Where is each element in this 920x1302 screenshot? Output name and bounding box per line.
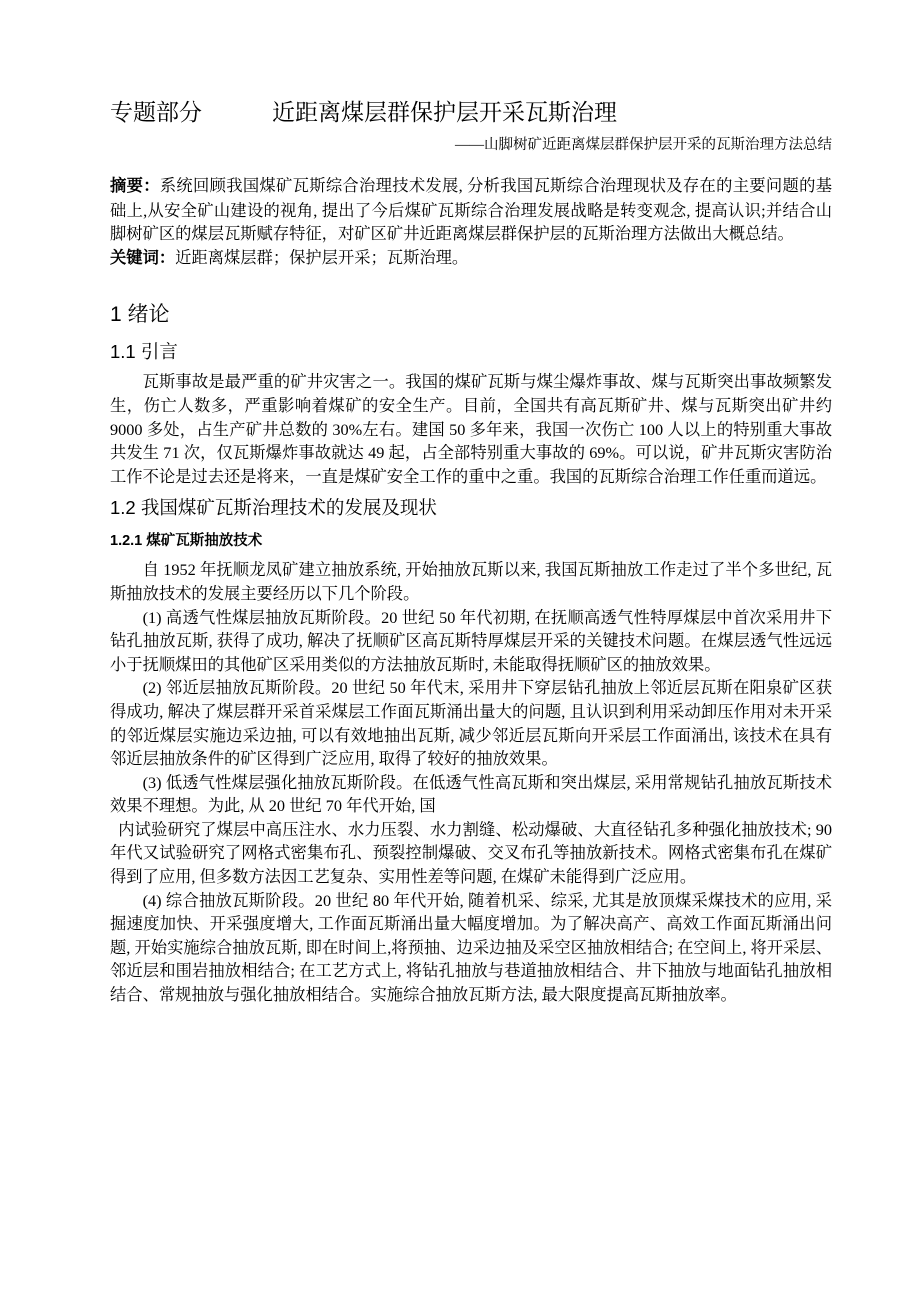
drainage-intro-paragraph: 自 1952 年抚顺龙凤矿建立抽放系统, 开始抽放瓦斯以来, 我国瓦斯抽放工作走过了半个多世纪, 瓦斯抽放技术的发展主要经历以下几个阶段。 [110, 560, 832, 603]
stage-4-paragraph: (4) 综合抽放瓦斯阶段。20 世纪 80 年代开始, 随着机采、综采, 尤其是放顶煤采煤技术的应用, 采掘速度加快、开采强度增大, 工作面瓦斯涌出量大幅度增加。为了解决高产、高效工作面瓦斯涌出问题, 开始实施综合抽放瓦斯, 即在时间上,将预抽、边采边抽及采空区抽放相结合; 在空间上, 将开采层、邻近层和围岩抽放相结合; 在工艺方式上, 将钻孔抽放与巷道抽放相结合、井下抽放与地面钻孔抽放相结合、常规抽放与强化抽放相结合。实施综合抽放瓦斯方法, 最大限度提高瓦斯抽放率。 [110, 890, 832, 1005]
keywords-text: 近距离煤层群；保护层开采；瓦斯治理。 [175, 247, 469, 267]
abstract-label: 摘要： [110, 177, 160, 195]
intro-paragraph: 瓦斯事故是最严重的矿井灾害之一。我国的煤矿瓦斯与煤尘爆炸事故、煤与瓦斯突出事故频繁发生，伤亡人数多，严重影响着煤矿的安全生产。目前，全国共有高瓦斯矿井、煤与瓦斯突出矿井约 9000 多处，占生产矿井总数的 30%左右。建国 50 多年来，我国一次伤亡 100 人以上的特别重大事故共发生 71 次，仅瓦斯爆炸事故就达 49 起，占全部特别重大事故的 69%。可以说，矿井瓦斯灾害防治工作不论是过去还是将来，一直是煤矿安全工作的重中之重。我国的瓦斯综合治理工作任重而道远。 [110, 372, 832, 486]
document-title [110, 96, 832, 128]
stage-1-paragraph: (1) 高透气性煤层抽放瓦斯阶段。20 世纪 50 年代初期, 在抚顺高透气性特厚煤层中首次采用井下钻孔抽放瓦斯, 获得了成功, 解决了抚顺矿区高瓦斯特厚煤层开采的关键技术问题。在煤层透气性远远小于抚顺煤田的其他矿区采用类似的方法抽放瓦斯时, 未能取得抚顺矿区的抽放效果。 [110, 607, 832, 674]
document-subtitle: ——山脚树矿近距离煤层群保护层开采的瓦斯治理方法总结 [455, 137, 832, 153]
keywords-label: 关键词： [110, 248, 176, 267]
stage-2-paragraph: (2) 邻近层抽放瓦斯阶段。20 世纪 50 年代末, 采用井下穿层钻孔抽放上邻近层瓦斯在阳泉矿区获得成功, 解决了煤层群开采首采煤层工作面瓦斯涌出量大的问题, 且认识到利用采动卸压作用对未开采的邻近煤层实施边采边抽, 可以有效地抽出瓦斯, 减少邻近层瓦斯向开采层工作面涌出, 该技术在具有邻近层抽放条件的矿区得到广泛应用, 取得了较好的抽放效果。 [110, 678, 832, 769]
section-label: 专题部分 [110, 99, 202, 125]
stage-3-text: 内试验研究了煤层中高压注水、水力压裂、水力割缝、松动爆破、大直径钻孔多种强化抽放技术; 90 年代又试验研究了网格式密集布孔、预裂控制爆破、交叉布孔等抽放新技术。网格式密集布孔在煤矿得到了应用, 但多数方法因工艺复杂、实用性差等问题, 在煤矿未能得到广泛应用。 [110, 819, 832, 887]
title-text: 近距离煤层群保护层开采瓦斯治理 [272, 99, 617, 125]
abstract-text: 系统回顾我国煤矿瓦斯综合治理技术发展, 分析我国瓦斯综合治理现状及存在的主要问题的基础上,从安全矿山建设的视角, 提出了今后煤矿瓦斯综合治理发展战略是转变观念, 提高认识;并结合山脚树矿区的煤层瓦斯赋存特征，对矿区矿井近距离煤层群保护层的瓦斯治理方法做出大概总结。 [110, 176, 832, 244]
document-page [110, 96, 832, 1007]
keywords [110, 246, 832, 271]
abstract [110, 174, 832, 246]
stage-3-paragraph-part-2 [110, 818, 832, 889]
section-1-1-heading: 1.1 引言 [110, 341, 178, 363]
section-1-heading: 1 绪论 [110, 303, 170, 327]
stage-3-paragraph-part-1: (3) 低透气性煤层强化抽放瓦斯阶段。在低透气性高瓦斯和突出煤层, 采用常规钻孔抽放瓦斯技术效果不理想。为此, 从 20 世纪 70 年代开始, 国 [110, 772, 832, 816]
section-1-2-heading: 1.2 我国煤矿瓦斯治理技术的发展及现状 [110, 497, 437, 519]
section-1-2-1-heading: 1.2.1 煤矿瓦斯抽放技术 [110, 533, 263, 550]
